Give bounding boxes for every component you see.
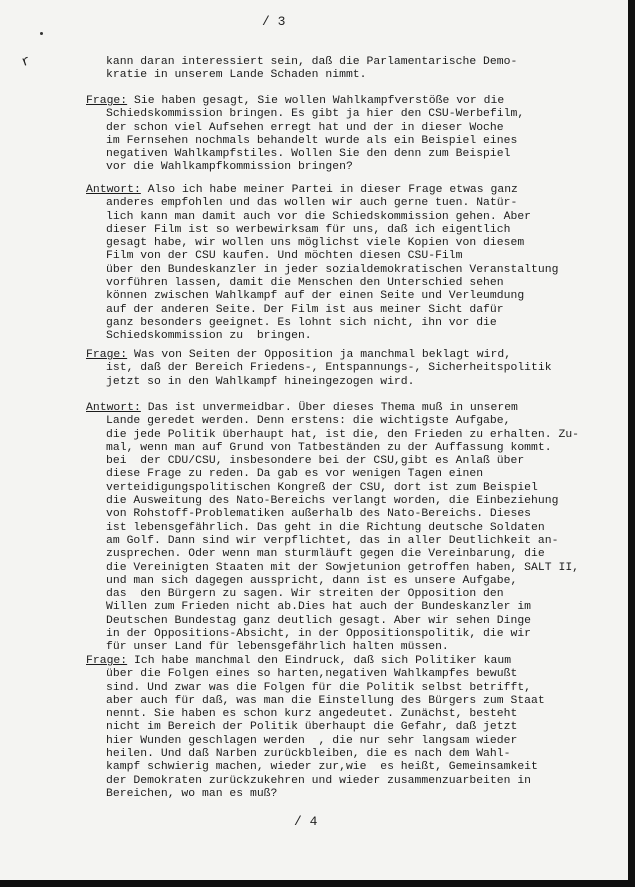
text-line: Schiedskommission zu bringen. (106, 330, 312, 343)
text-line (86, 655, 545, 668)
text-line: ist, daß der Bereich Friedens-, Entspannungs-, Sicherheitspolitik (106, 362, 552, 375)
text-line: Schiedskommission bringen. Es gibt ja hier den CSU-Werbefilm, (106, 108, 525, 121)
text-line (86, 184, 558, 197)
speaker-label: Antwort: (86, 184, 141, 196)
text-line: zusprechen. Oder wenn man sturmläuft gegen die Vereinbarung, die (106, 548, 545, 561)
text-line: das den Bürgern zu sagen. Wir streiten der Opposition den (106, 588, 504, 601)
text-line: vor die Wahlkampfkommission bringen? (106, 161, 353, 174)
line-text: Ich habe manchmal den Eindruck, daß sich Politiker kaum (127, 655, 512, 667)
text-line: die Vereinigten Staaten mit der Sowjetunion getroffen haben, SALT II, (106, 561, 580, 574)
text-line: Willen zum Frieden nicht ab.Dies hat auch der Bundeskanzler im (106, 601, 532, 614)
page-number-top: / 3 (262, 14, 286, 29)
text-line: sind. Und zwar was die Folgen für die Politik selbst betrifft, (106, 681, 532, 694)
scan-speck (40, 32, 43, 35)
text-line: am Golf. Dann sind wir verpflichtet, das in aller Deutlichkeit an- (106, 534, 559, 547)
scan-border-bottom (0, 880, 635, 887)
page-number-bottom: / 4 (294, 814, 318, 829)
text-line: über den Bundeskanzler in jeder sozialdemokratischen Veranstaltung (106, 263, 559, 276)
text-line: ganz besonders geeignet. Es lohnt sich nicht, ihn vor die (106, 316, 497, 329)
text-line: gesagt habe, wir wollen uns möglichst viele Kopien von diesem (106, 237, 525, 250)
text-line: können zwischen Wahlkampf auf der einen Seite und Verleumdung (106, 290, 525, 303)
text-line (86, 349, 552, 362)
text-line: in der Oppositions-Absicht, in der Oppositionspolitik, die wir (106, 628, 532, 641)
text-line: und man sich dagegen ausspricht, dann ist es unsere Aufgabe, (106, 574, 518, 587)
text-line: nicht im Bereich der Politik überhaupt die Gefahr, daß jetzt (106, 721, 518, 734)
speaker-label: Antwort: (86, 402, 141, 414)
text-line: für unser Land für lebensgefährlich halten müssen. (106, 641, 449, 654)
text-line: hier Wunden geschlagen werden , die nur sehr langsam wieder (106, 734, 518, 747)
text-line: kampf schwierig machen, wieder zur,wie es heißt, Gemeinsamkeit (106, 761, 538, 774)
text-line: auf der anderen Seite. Der Film ist aus meiner Sicht dafür (106, 303, 504, 316)
line-text: Sie haben gesagt, Sie wollen Wahlkampfverstöße vor die (127, 95, 505, 107)
text-line: diese Frage zu reden. Da gab es vor wenigen Tagen einen (106, 468, 484, 481)
line-text: Also ich habe meiner Partei in dieser Frage etwas ganz (140, 184, 518, 196)
text-line (86, 95, 524, 108)
text-line: der schon viel Aufsehen erregt hat und der in dieser Woche (106, 121, 504, 134)
text-line: heilen. Und daß Narben zurückbleiben, die es nach dem Wahl- (106, 748, 511, 761)
text-line: ist lebensgefährlich. Das geht in die Richtung deutsche Soldaten (106, 521, 545, 534)
text-line: die Ausweitung des Nato-Bereichs verlangt worden, die Einbeziehung (106, 495, 559, 508)
text-line: mal, wenn man auf Grund von Tatbeständen zu der Auffassung kommt. (106, 441, 552, 454)
line-text: Das ist unvermeidbar. Über dieses Thema muß in unserem (140, 402, 518, 414)
text-line: Bereichen, wo man es muß? (106, 787, 278, 800)
question-3 (86, 655, 545, 801)
question-2 (86, 349, 552, 389)
text-line: über die Folgen eines so harten,negativen Wahlkampfes bewußt (106, 668, 518, 681)
text-line (86, 402, 579, 415)
text-line: vorführen lassen, damit die Menschen den Unterschied sehen (106, 277, 504, 290)
text-line: bei der CDU/CSU, insbesondere bei der CSU,gibt es Anlaß über (106, 455, 525, 468)
speaker-label: Frage: (86, 655, 128, 667)
question-1 (86, 95, 524, 175)
text-line: der Demokraten zurückzukehren und wieder zusammenzuarbeiten in (106, 774, 532, 787)
text-line: lich kann man damit auch vor die Schiedskommission gehen. Aber (106, 210, 532, 223)
text-line: Deutschen Bundestag ganz deutlich gesagt. Aber wir sehen Dinge (106, 614, 532, 627)
text-line: kratie in unserem Lande Schaden nimmt. (106, 69, 367, 82)
text-line: jetzt so in den Wahlkampf hineingezogen wird. (106, 375, 415, 388)
answer-2 (86, 402, 579, 655)
text-line: negativen Wahlkampfstiles. Wollen Sie den denn zum Beispiel (106, 148, 511, 161)
text-line: Lande geredet werden. Denn erstens: die wichtigste Aufgabe, (106, 415, 511, 428)
text-line: von Rohstoff-Problematiken außerhalb des Nato-Bereichs. Dieses (106, 508, 532, 521)
text-line: dieser Film ist so werbewirksam für uns, daß ich eigentlich (106, 223, 511, 236)
speaker-label: Frage: (86, 95, 128, 107)
text-line: nennt. Sie haben es schon kurz angedeutet. Zunächst, besteht (106, 708, 518, 721)
intro-paragraph (106, 56, 517, 83)
speaker-label: Frage: (86, 349, 128, 361)
answer-1 (86, 184, 558, 344)
text-line: Film von der CSU kaufen. Und möchten diesen CSU-Film (106, 250, 463, 263)
text-line: die jede Politik überhaupt hat, ist die, den Frieden zu erhalten. Zu- (106, 428, 580, 441)
text-line: kann daran interessiert sein, daß die Parlamentarische Demo- (106, 56, 518, 68)
text-line: im Fernsehen nochmals behandelt wurde als ein Beispiel eines (106, 134, 518, 147)
text-line: aber auch für daß, was man die Einstellung des Bürgers zum Staat (106, 694, 545, 707)
text-line: anderes empfohlen und das wollen wir auch gerne tuen. Natür- (106, 197, 518, 210)
line-text: Was von Seiten der Opposition ja manchmal beklagt wird, (127, 349, 512, 361)
text-line: verteidigungspolitischen Kongreß der CSU, dort ist zum Beispiel (106, 481, 538, 494)
scan-border-right (628, 0, 635, 887)
margin-mark: r (19, 53, 33, 71)
